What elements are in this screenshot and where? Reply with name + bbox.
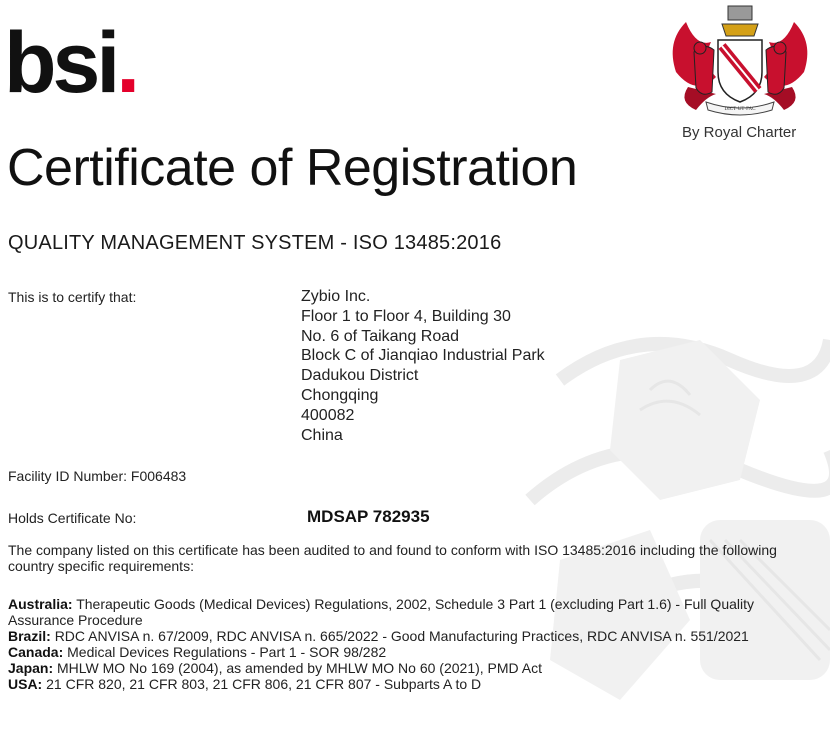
page-title: Certificate of Registration bbox=[7, 139, 578, 197]
address-line: Floor 1 to Floor 4, Building 30 bbox=[301, 307, 511, 325]
requirement-brazil: Brazil: RDC ANVISA n. 67/2009, RDC ANVISA n. 665/2022 - Good Manufacturing Practices, RDC ANVISA n. 551/2021 bbox=[8, 628, 749, 644]
requirement-australia: Australia: Therapeutic Goods (Medical Devices) Regulations, 2002, Schedule 3 Part 1 (excluding Part 1.6) - Full Quality Assurance Procedure bbox=[8, 596, 754, 628]
conformity-statement: The company listed on this certificate has been audited to and found to conform with ISO 13485:2016 including the following country specific requirements: bbox=[8, 542, 777, 574]
crest-motto: DICT·UT·FAC bbox=[724, 107, 756, 112]
royal-charter-crest-image bbox=[666, 2, 814, 116]
country-requirements bbox=[8, 596, 808, 692]
address-line: Block C of Jianqiao Industrial Park bbox=[301, 347, 545, 365]
certificate-number-value: MDSAP 782935 bbox=[307, 507, 430, 526]
requirement-usa: USA: 21 CFR 820, 21 CFR 803, 21 CFR 806, 21 CFR 807 - Subparts A to D bbox=[8, 676, 482, 692]
royal-charter-label: By Royal Charter bbox=[682, 124, 797, 141]
facility-id bbox=[8, 468, 186, 484]
requirement-canada: Canada: Medical Devices Regulations - Part 1 - SOR 98/282 bbox=[8, 644, 387, 660]
company-address bbox=[301, 287, 545, 445]
certificate-number-label: Holds Certificate No: bbox=[8, 510, 137, 526]
address-line: China bbox=[301, 426, 343, 444]
address-line: Zybio Inc. bbox=[301, 288, 371, 305]
standard-subtitle: QUALITY MANAGEMENT SYSTEM - ISO 13485:2016 bbox=[8, 232, 502, 254]
bsi-logo: bsi. bbox=[4, 15, 137, 111]
address-line: 400082 bbox=[301, 406, 355, 424]
address-line: Dadukou District bbox=[301, 367, 419, 385]
facility-id-value: F006483 bbox=[130, 468, 187, 484]
address-line: Chongqing bbox=[301, 386, 379, 404]
address-line: No. 6 of Taikang Road bbox=[301, 327, 460, 345]
certify-label: This is to certify that: bbox=[8, 289, 137, 305]
requirement-japan: Japan: MHLW MO No 169 (2004), as amended by MHLW MO No 60 (2021), PMD Act bbox=[8, 660, 542, 676]
facility-id-label: Facility ID Number: bbox=[8, 468, 128, 484]
